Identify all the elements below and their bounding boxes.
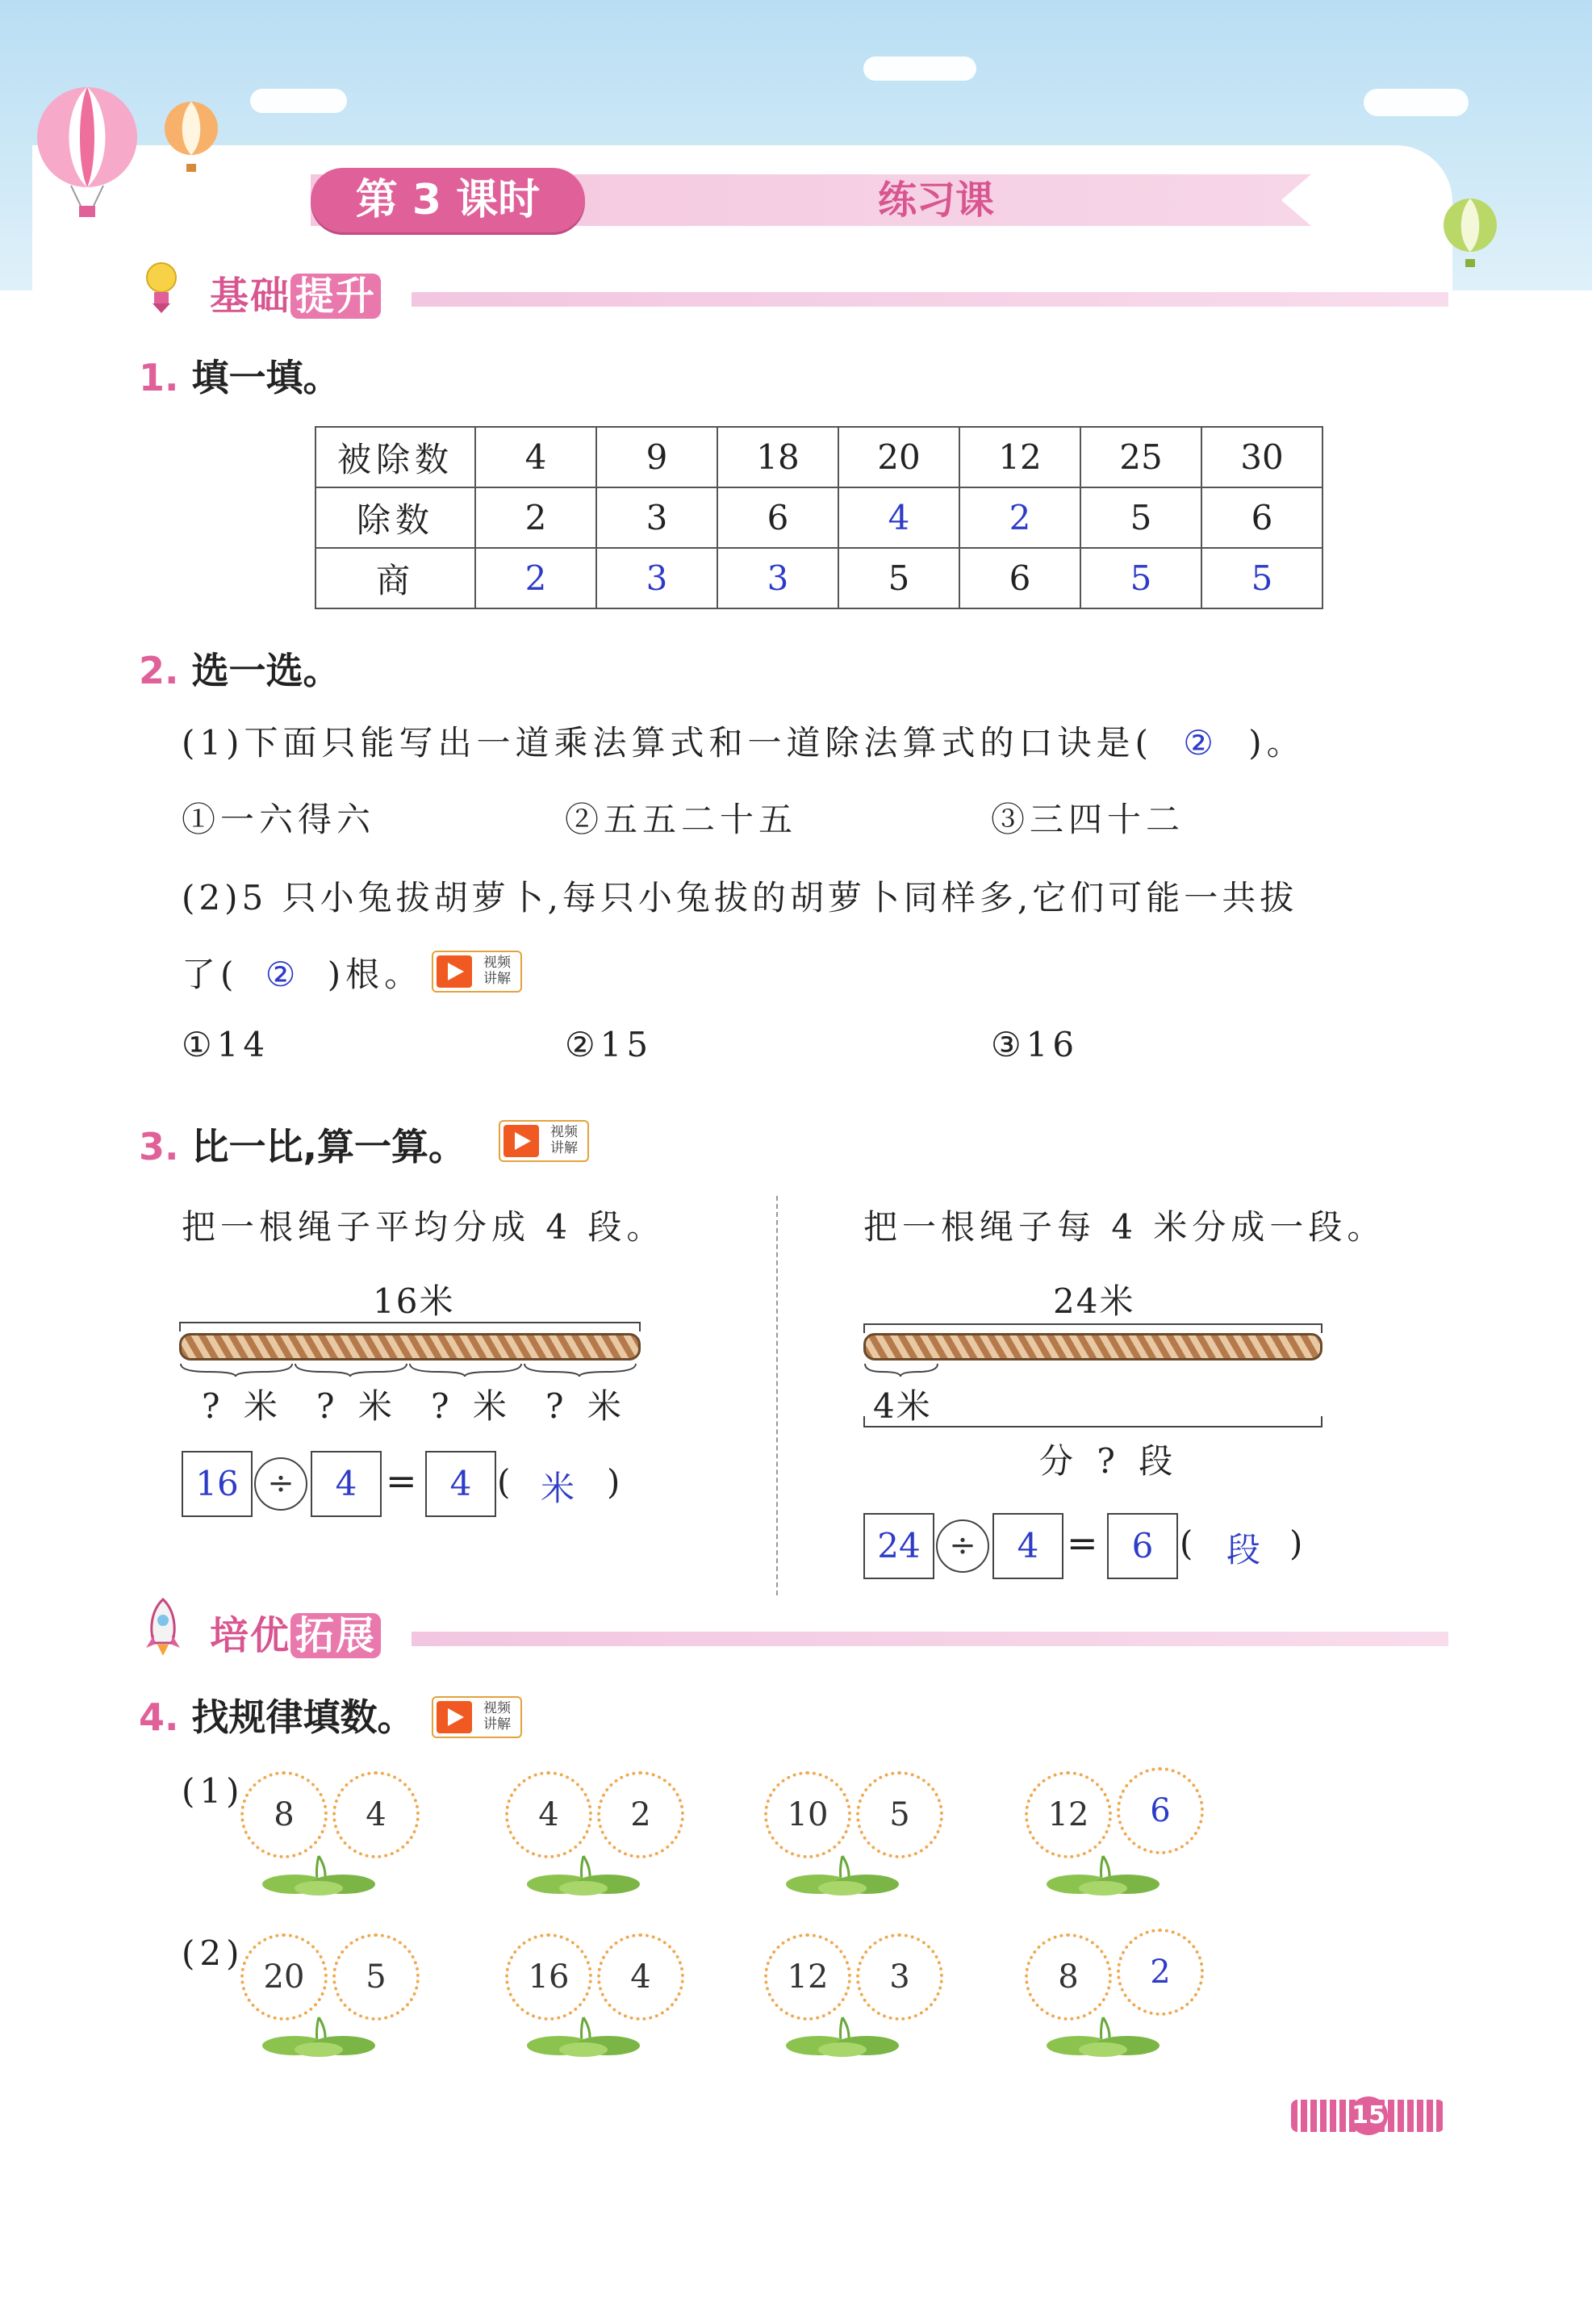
flower-number: 4 [332, 1771, 420, 1858]
equals-sign: = [386, 1459, 422, 1503]
table-cell: 18 [717, 427, 838, 487]
cloud-decoration [863, 56, 976, 81]
q2-part1-stem-after: )。 [1248, 723, 1306, 763]
q3-title [139, 1118, 466, 1171]
q3-left-unit-open: ( [497, 1462, 516, 1502]
q3-left-unit-answer[interactable]: 米 [541, 1469, 575, 1508]
q3-title-text: 比一比,算一算。 [191, 1125, 466, 1168]
flower-number: 10 [764, 1771, 851, 1858]
section-basic-title [210, 265, 381, 320]
equals-sign: = [1067, 1521, 1103, 1565]
play-icon [437, 955, 472, 988]
grass-icon [1043, 2009, 1164, 2058]
rope-segment-brace [863, 1362, 944, 1378]
q3-number: 3. [139, 1125, 179, 1168]
rope-bracket-top [179, 1322, 641, 1331]
video-button-text: 视频 讲解 [550, 1124, 578, 1156]
q3-left-dividend-box[interactable]: 16 [182, 1451, 253, 1517]
q3-right-total: 24米 [1053, 1281, 1135, 1321]
section-advanced-label-a: 培优 [210, 1613, 291, 1658]
q2-part1-option-2[interactable]: ②五五二十五 [565, 800, 798, 839]
cloud-decoration [1364, 89, 1469, 116]
table-row [315, 548, 1322, 608]
q4-title-text: 找规律填数。 [191, 1695, 415, 1739]
grass-icon [782, 2009, 903, 2058]
table-row [315, 427, 1322, 487]
table-cell: 12 [959, 427, 1080, 487]
table-cell: 6 [959, 548, 1080, 608]
section-basic-bar [412, 292, 1448, 307]
flower-number: 2 [597, 1771, 684, 1858]
q1-division-table [315, 426, 1323, 609]
q3-left-result-box[interactable]: 4 [425, 1451, 496, 1517]
hot-air-balloon-icon [31, 85, 144, 222]
flower-number: 8 [240, 1771, 328, 1858]
q2-part2-option-1[interactable]: ①14 [182, 1025, 270, 1064]
video-button-text: 视频 讲解 [483, 955, 511, 987]
table-cell: 25 [1080, 427, 1201, 487]
q2-part1-answer[interactable]: ② [1183, 723, 1218, 763]
q2-title-text: 选一选。 [191, 649, 341, 692]
q4-row2-label: (2) [182, 1933, 244, 1973]
flower-answer[interactable]: 6 [1117, 1767, 1204, 1854]
q3-left-part-label: ? 米 [431, 1386, 513, 1426]
rocket-icon [141, 1598, 186, 1658]
table-answer-cell[interactable]: 5 [1201, 548, 1322, 608]
grass-icon [782, 1848, 903, 1896]
table-cell: 9 [596, 427, 717, 487]
q4-row1-label: (1) [182, 1771, 244, 1811]
q1-number: 1. [139, 356, 179, 399]
q2-number: 2. [139, 649, 179, 692]
video-button-text: 视频 讲解 [483, 1700, 511, 1733]
q4-number: 4. [139, 1695, 179, 1739]
table-answer-cell[interactable]: 3 [717, 548, 838, 608]
table-answer-cell[interactable]: 3 [596, 548, 717, 608]
divide-operator: ÷ [254, 1457, 307, 1511]
q2-part1-stem-before: (1)下面只能写出一道乘法算式和一道除法算式的口诀是( [182, 723, 1153, 763]
flower-number: 4 [505, 1771, 592, 1858]
table-row-header: 被除数 [315, 427, 475, 487]
flower-number: 12 [764, 1933, 851, 2021]
grass-icon [523, 2009, 644, 2058]
q3-right-unit-close: ) [1289, 1524, 1308, 1563]
section-advanced-label-b: 拓展 [290, 1613, 381, 1658]
table-cell: 5 [1080, 487, 1201, 548]
table-answer-cell[interactable]: 2 [475, 548, 596, 608]
q3-left-unit-close: ) [607, 1462, 625, 1502]
table-cell: 3 [596, 487, 717, 548]
table-answer-cell[interactable]: 5 [1080, 548, 1201, 608]
q2-part2-answer[interactable]: ② [265, 955, 301, 994]
table-cell: 6 [1201, 487, 1322, 548]
flower-number: 8 [1025, 1933, 1112, 2021]
video-explain-button[interactable] [499, 1120, 589, 1162]
q1-title [139, 349, 341, 402]
video-explain-button[interactable] [432, 1696, 522, 1738]
q3-right-unit-answer[interactable]: 段 [1226, 1530, 1261, 1570]
grass-icon [258, 1848, 379, 1896]
divide-operator: ÷ [936, 1519, 989, 1573]
table-answer-cell[interactable]: 2 [959, 487, 1080, 548]
q3-right-question: 分 ? 段 [1039, 1441, 1180, 1481]
q3-right-divisor-box[interactable]: 4 [992, 1513, 1063, 1579]
table-row-header: 除数 [315, 487, 475, 548]
hot-air-balloon-icon [1440, 198, 1501, 274]
q3-right-result-box[interactable]: 6 [1107, 1513, 1178, 1579]
flower-answer[interactable]: 2 [1117, 1929, 1204, 2016]
q2-part2-stem-line2 [182, 948, 423, 997]
table-cell: 2 [475, 487, 596, 548]
q2-part2-stem-before: 了( [182, 955, 239, 994]
q3-divider [776, 1196, 778, 1595]
q2-part2-stem: (2)5 只小兔拔胡萝卜,每只小兔拔的胡萝卜同样多,它们可能一共拔 [182, 878, 1298, 917]
q3-left-part-label: ? 米 [545, 1386, 628, 1426]
rope-part-braces [179, 1362, 639, 1378]
q2-part1-option-3[interactable]: ③三四十二 [991, 800, 1185, 839]
rope-image [179, 1333, 641, 1361]
q3-right-dividend-box[interactable]: 24 [863, 1513, 934, 1579]
q1-title-text: 填一填。 [191, 356, 341, 399]
table-cell: 4 [475, 427, 596, 487]
flower-number: 5 [332, 1933, 420, 2021]
table-cell: 20 [838, 427, 959, 487]
cloud-decoration [250, 89, 347, 113]
rope-bracket-bottom [863, 1416, 1322, 1427]
section-basic-label-a: 基础 [210, 274, 291, 319]
q3-left-divisor-box[interactable]: 4 [311, 1451, 382, 1517]
table-cell: 5 [838, 548, 959, 608]
section-advanced-title [210, 1604, 381, 1660]
grass-icon [1043, 1848, 1164, 1896]
table-cell: 30 [1201, 427, 1322, 487]
hot-air-balloon-icon [161, 101, 222, 182]
q3-left-description: 把一根绳子平均分成 4 段。 [182, 1207, 666, 1247]
flower-number: 3 [856, 1933, 943, 2021]
flower-number: 4 [597, 1933, 684, 2021]
play-icon [437, 1701, 472, 1733]
flower-number: 5 [856, 1771, 943, 1858]
lesson-number: 第 3 课时 [311, 168, 585, 232]
table-row [315, 487, 1322, 548]
grass-icon [258, 2009, 379, 2058]
q3-left-part-label: ? 米 [202, 1386, 284, 1426]
lightbulb-icon [141, 258, 182, 315]
flower-number: 20 [240, 1933, 328, 2021]
video-explain-button[interactable] [432, 951, 522, 993]
section-advanced-bar [412, 1632, 1448, 1646]
table-cell: 6 [717, 487, 838, 548]
rope-bracket-top [863, 1323, 1322, 1333]
q2-part2-stem-after: )根。 [327, 955, 424, 994]
flower-number: 12 [1025, 1771, 1112, 1858]
q3-left-total: 16米 [373, 1281, 455, 1321]
flower-number: 16 [505, 1933, 592, 2021]
q3-left-part-label: ? 米 [316, 1386, 399, 1426]
grass-icon [523, 1848, 644, 1896]
table-answer-cell[interactable]: 4 [838, 487, 959, 548]
q2-part2-option-2[interactable]: ②15 [565, 1025, 654, 1064]
q2-title [139, 642, 341, 695]
q3-right-segment: 4米 [873, 1386, 932, 1426]
section-basic-label-b: 提升 [290, 274, 381, 319]
q4-title [139, 1688, 415, 1741]
q3-right-description: 把一根绳子每 4 米分成一段。 [863, 1207, 1386, 1247]
play-icon [504, 1125, 539, 1157]
q2-part2-option-3[interactable]: ③16 [991, 1025, 1080, 1064]
q3-right-unit-open: ( [1180, 1524, 1198, 1563]
table-row-header: 商 [315, 548, 475, 608]
page-number: 15 [1349, 2096, 1388, 2135]
q2-part1-stem [182, 717, 1306, 765]
rope-image [863, 1333, 1322, 1361]
lesson-type: 练习课 [877, 178, 994, 223]
q2-part1-option-1[interactable]: ①一六得六 [182, 800, 376, 839]
